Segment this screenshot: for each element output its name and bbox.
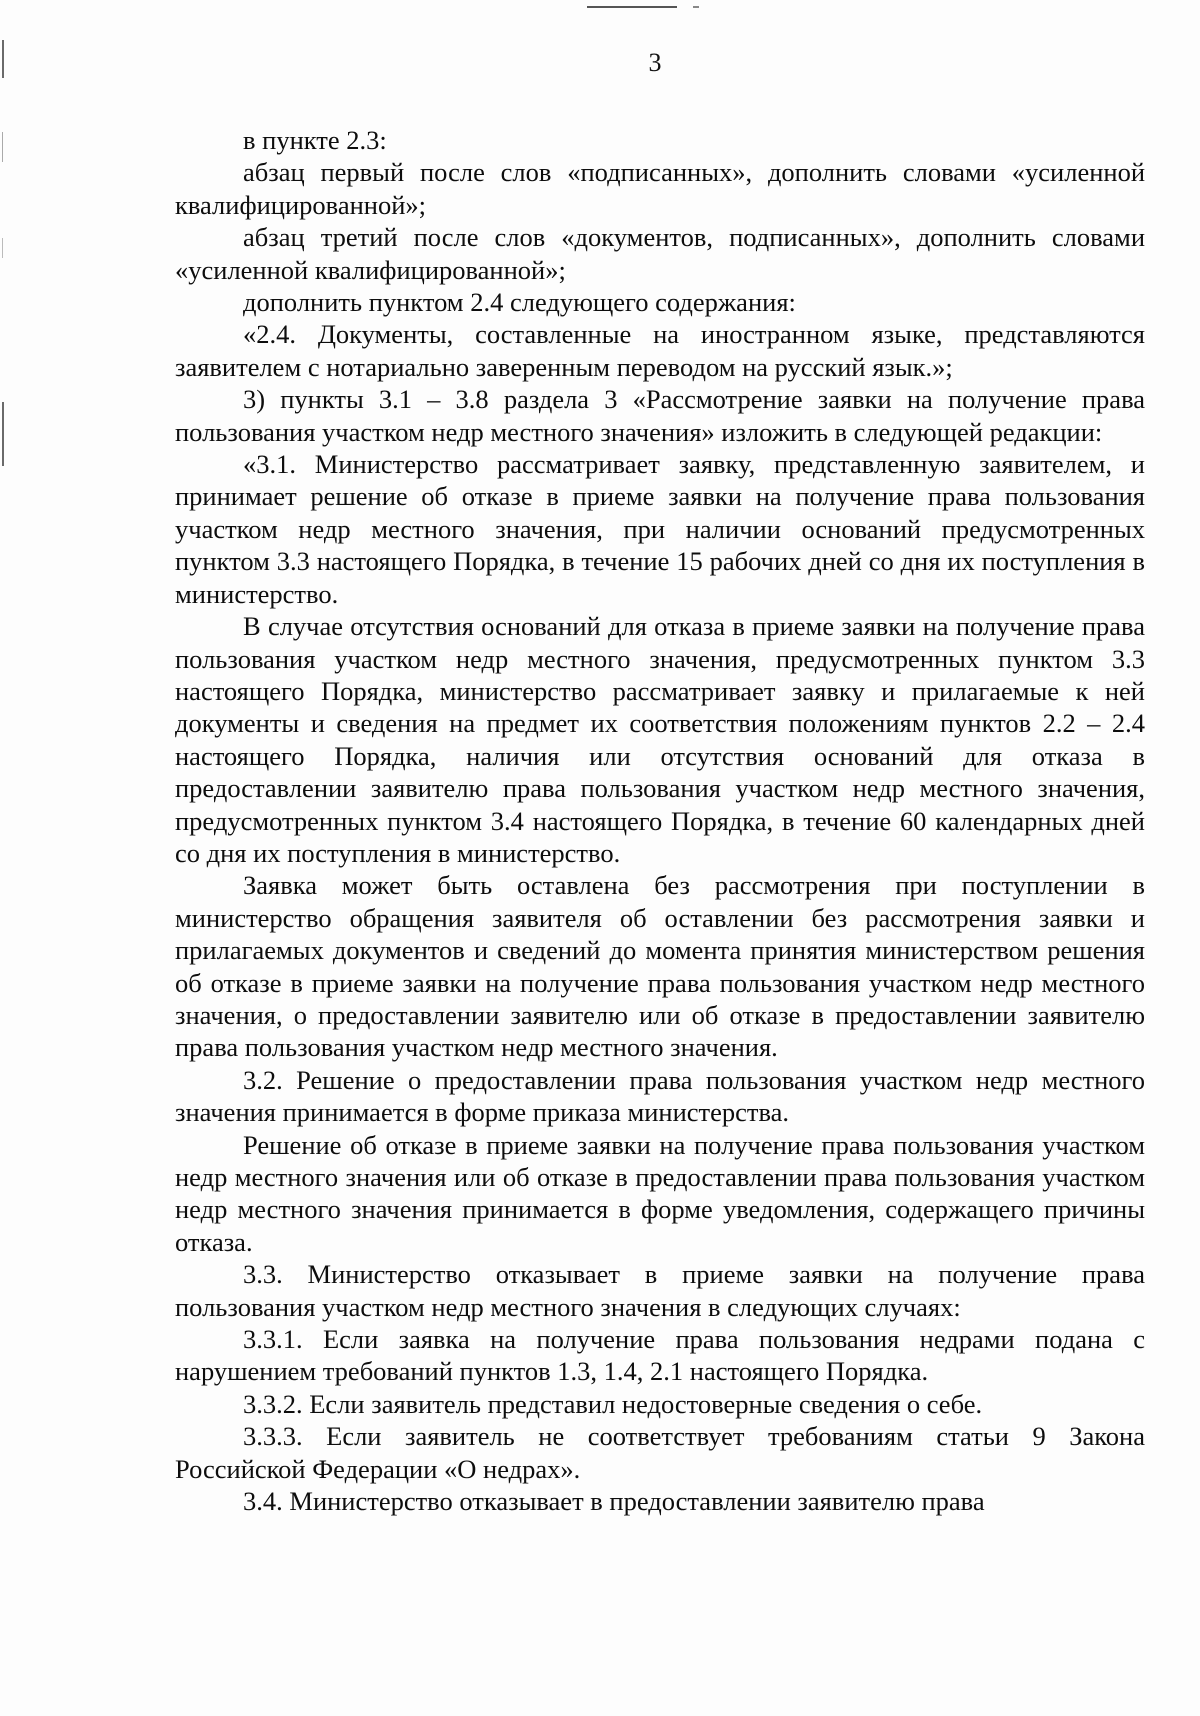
paragraph: абзац третий после слов «документов, подписанных», дополнить словами «усиленной квалифицированной»; [175,222,1145,285]
paragraph: 3.3. Министерство отказывает в приеме заявки на получение права пользования участком недр местного значения в следующих случаях: [175,1259,1145,1322]
page-number: 3 [648,48,662,77]
paragraph: дополнить пунктом 2.4 следующего содержания: [243,287,796,318]
scan-edge-mark [2,238,3,258]
scan-top-mark [587,6,677,8]
paragraph: Заявка может быть оставлена без рассмотрения при поступлении в министерство обращения заявителя об оставлении без рассмотрения заявки и прилагаемых документов и сведений до момента принятия министерством решения об отказе в приеме заявки на получение права пользования участком недр местного значения, о предоставлении заявителю или об отказе в предоставлении заявителю права пользования участком недр местного значения. [175,870,1145,1063]
paragraph: Решение об отказе в приеме заявки на получение права пользования участком недр местного значения или об отказе в предоставлении права пользования участком недр местного значения принимается в форме уведомления, содержащего причины отказа. [175,1129,1145,1257]
paragraph: «3.1. Министерство рассматривает заявку, представленную заявителем, и принимает решение об отказе в приеме заявки на получение права пользования участком недр местного значения, при наличии оснований предусмотренных пунктом 3.3 настоящего Порядка, в течение 15 рабочих дней со дня их поступления в министерство. [175,449,1145,609]
paragraph: 3.3.2. Если заявитель представил недостоверные сведения о себе. [243,1388,983,1419]
document-body [175,124,1145,1517]
scan-edge-mark [2,132,3,162]
paragraph: 3.3.3. Если заявитель не соответствует требованиям статьи 9 Закона Российской Федерации «О недрах». [175,1421,1145,1484]
scan-top-mark-dot [693,6,699,8]
paragraph: В случае отсутствия оснований для отказа в приеме заявки на получение права пользования участком недр местного значения, предусмотренных пунктом 3.3 настоящего Порядка, министерство рассматривает заявку и прилагаемые к ней документы и сведения на предмет их соответствия положениям пунктов 2.2 – 2.4 настоящего Порядка, наличия или отсутствия оснований для отказа в предоставлении заявителю права пользования участком недр местного значения, предусмотренных пунктом 3.4 настоящего Порядка, в течение 60 календарных дней со дня их поступления в министерство. [175,611,1145,868]
paragraph: 3.2. Решение о предоставлении права пользования участком недр местного значения принимается в форме приказа министерства. [175,1064,1145,1128]
paragraph: абзац первый после слов «подписанных», дополнить словами «усиленной квалифицированной»; [175,157,1145,220]
paragraph: 3) пункты 3.1 – 3.8 раздела 3 «Рассмотрение заявки на получение права пользования участком недр местного значения» изложить в следующей редакции: [175,384,1145,447]
paragraph: 3.3.1. Если заявка на получение права пользования недрами подана с нарушением требований пунктов 1.3, 1.4, 2.1 настоящего Порядка. [175,1324,1145,1387]
paragraph: «2.4. Документы, составленные на иностранном языке, представляются заявителем с нотариально заверенным переводом на русский язык.»; [175,319,1145,382]
paragraph: 3.4. Министерство отказывает в предоставлении заявителю права [243,1486,985,1517]
paragraph: в пункте 2.3: [243,125,387,155]
scan-edge-mark [2,402,4,466]
